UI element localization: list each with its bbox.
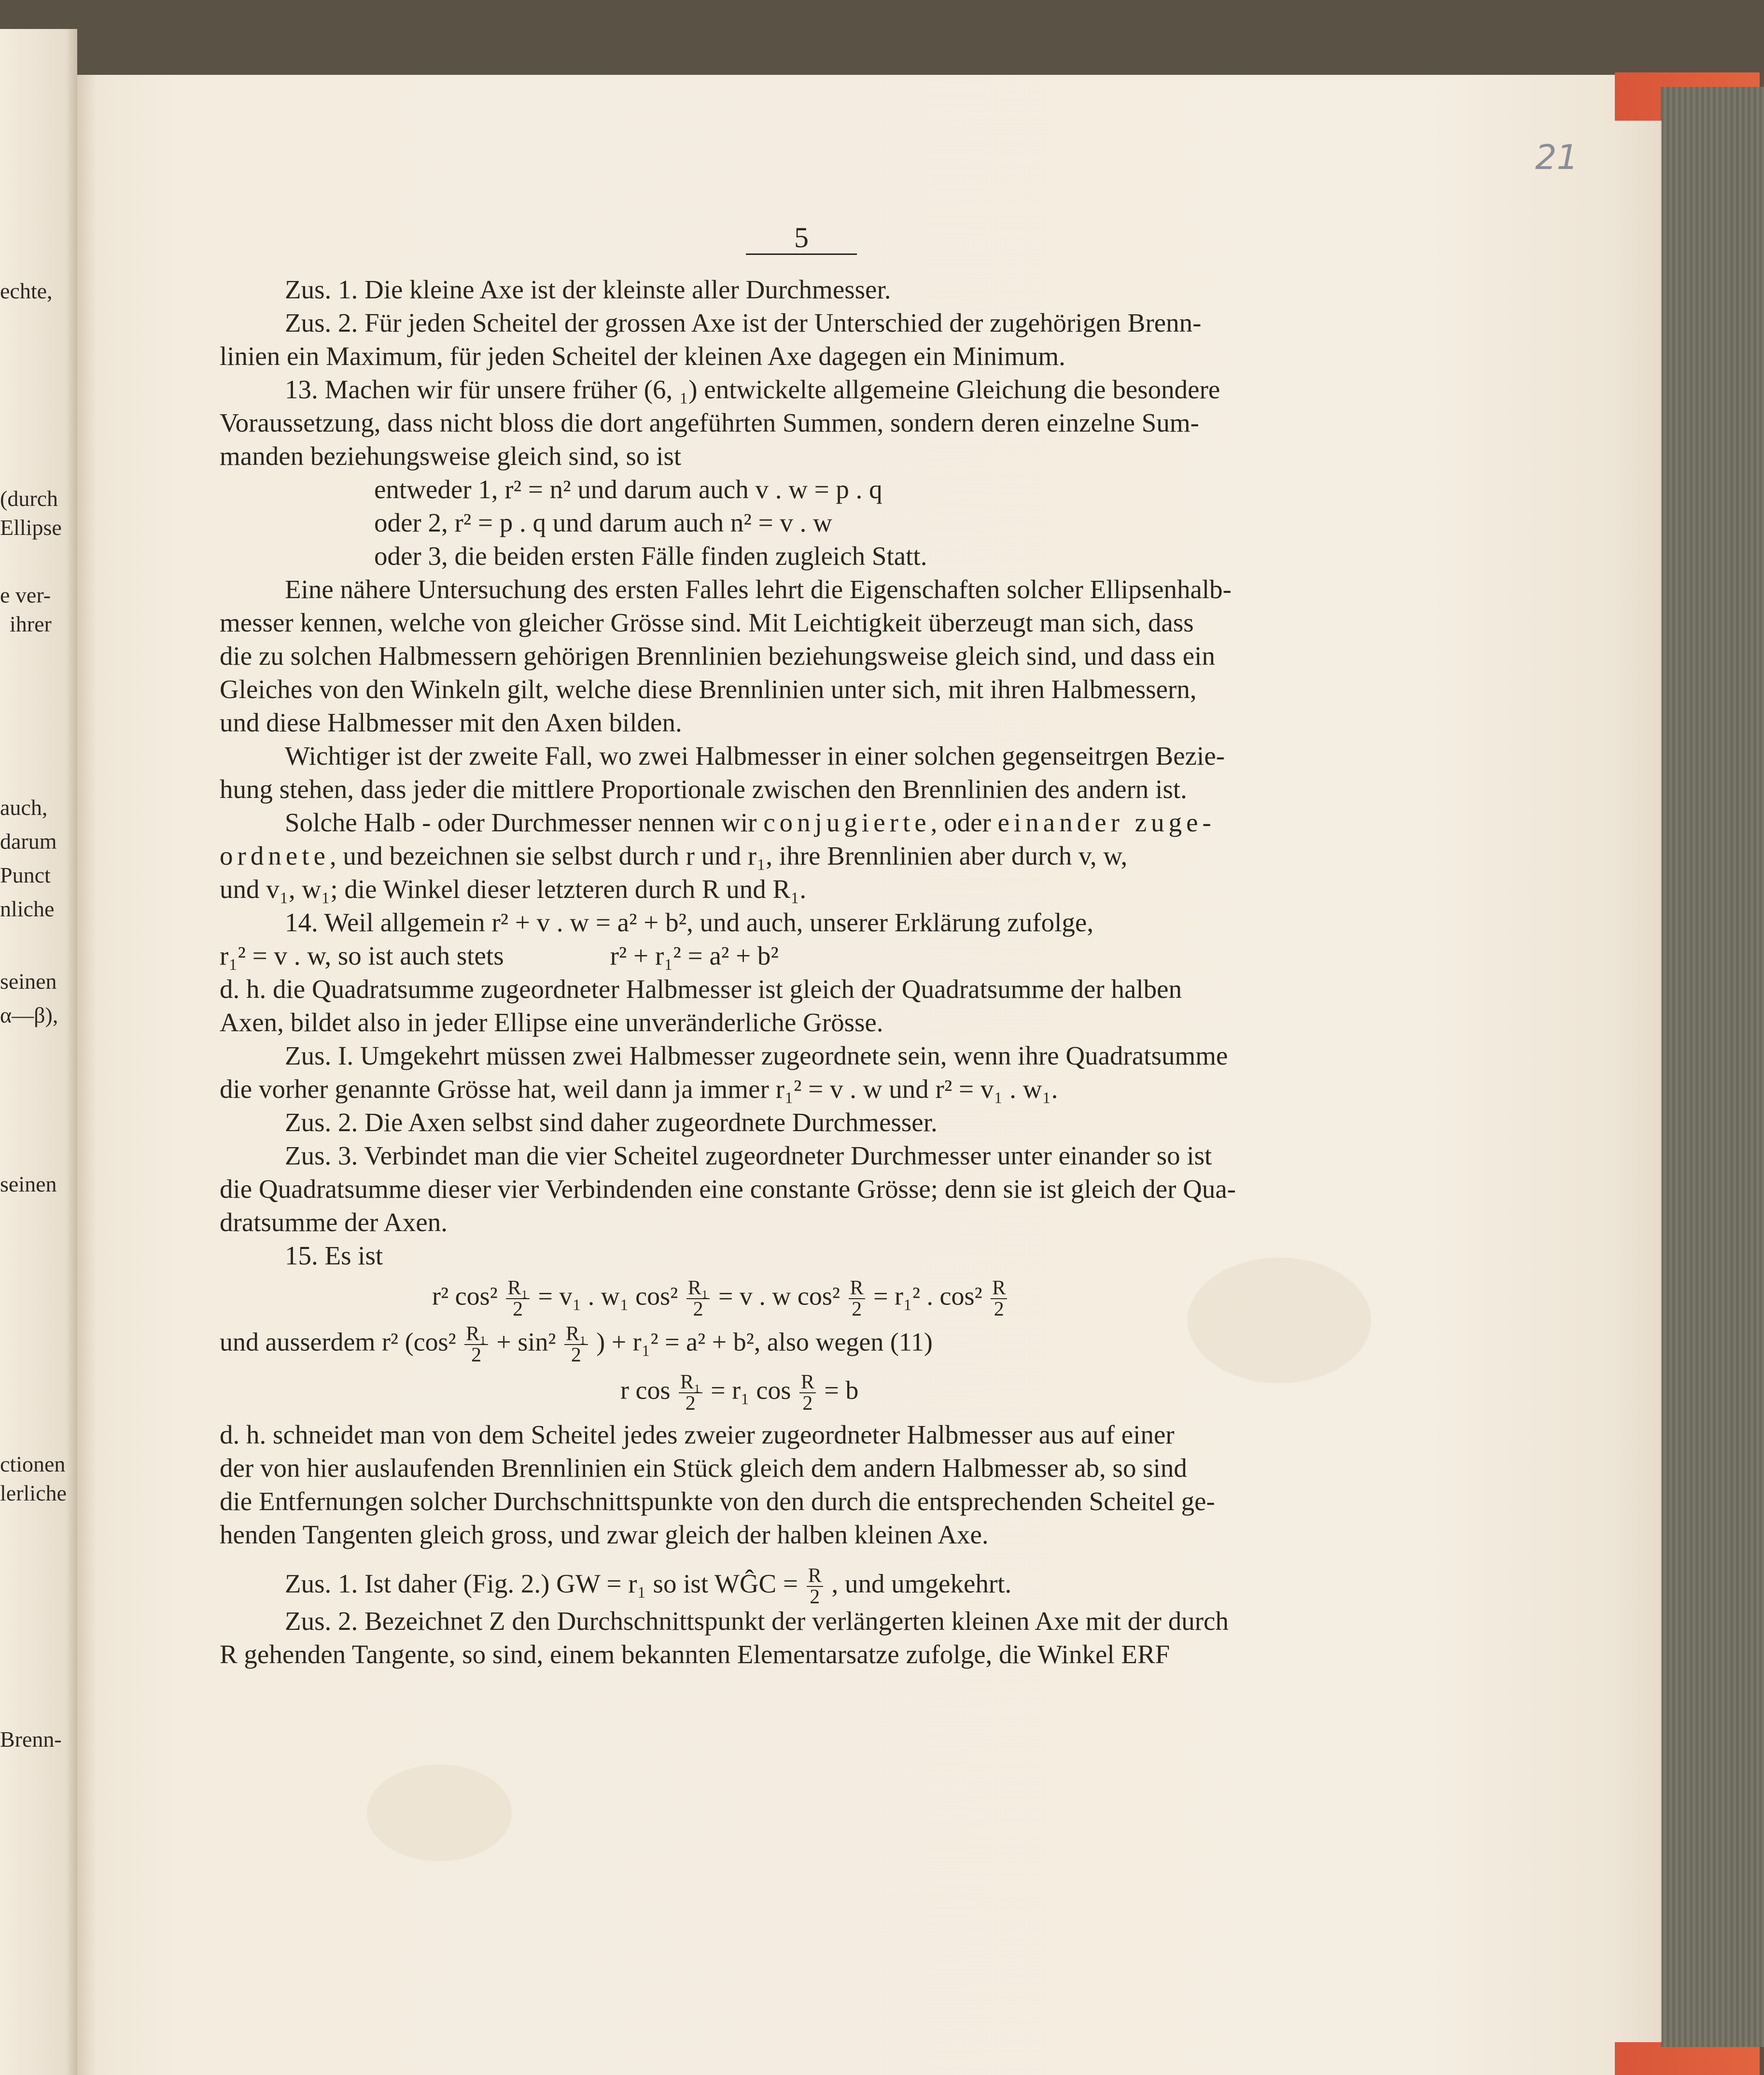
numerator: R [807,1566,823,1587]
text-line: Zus. I. Umgekehrt müssen zwei Halbmesser zugeordnete sein, wenn ihre Quadratsumme [285,1041,1228,1070]
numerator: R₁ [679,1372,702,1393]
text-line: Zus. 1. Die kleine Axe ist der kleinste aller Durchmesser. [285,275,891,304]
case-line: oder 3, die beiden ersten Fälle finden zugleich Statt. [374,541,927,571]
formula-term: = r₁² . cos² [873,1281,982,1311]
margin-fragment: Brenn- [0,1727,62,1752]
margin-fragment: seinen [0,1172,57,1196]
margin-fragment: Ellipse [0,515,62,540]
text-line: Zus. 2. Bezeichnet Z den Durchschnittspunkt der verlängerten kleinen Axe mit der durch [285,1606,1229,1636]
text-line: die Entfernungen solcher Durchschnittspunkte von den durch die entsprechenden Scheitel ge- [220,1486,1215,1516]
fraction [849,1278,865,1319]
book-spine [1661,87,1764,2047]
case-line: entweder 1, r² = n² und darum auch v . w = p . q [374,475,882,504]
text-line: Zus. 3. Verbindet man die vier Scheitel zugeordneter Durchmesser unter einander so ist [285,1141,1212,1170]
page-number: 5 [794,222,809,253]
margin-fragment: nliche [0,897,55,921]
denominator: 2 [802,1392,813,1415]
fraction [506,1278,530,1319]
formula-term: und ausserdem r² (cos² [220,1327,456,1357]
margin-fragment: ihrer [10,612,52,636]
denominator: 2 [685,1392,696,1415]
next-page-edge [1608,121,1662,2042]
margin-fragment: e ver- [0,583,51,607]
text-span: Zus. 1. Ist daher (Fig. 2.) GW = r₁ so ist WĜC = [285,1569,798,1598]
numerator: R [799,1372,816,1393]
text-span: Solche Halb - oder Durchmesser nennen wir [285,808,757,837]
margin-fragment: lerliche [0,1481,67,1505]
denominator: 2 [852,1298,862,1320]
margin-fragment: α—β), [0,1003,58,1027]
numerator: R [991,1278,1007,1299]
text-line: und diese Halbmesser mit den Axen bilden. [220,708,682,737]
text-line: Wichtiger ist der zweite Fall, wo zwei Halbmesser in einer solchen gegenseitrgen Bezie- [285,741,1225,771]
numerator: R₁ [506,1278,530,1299]
denominator: 2 [513,1298,523,1320]
spaced-term: einander zuge- [997,808,1216,837]
formula-term: = r₁ cos [711,1375,791,1405]
fraction [991,1278,1007,1319]
margin-fragment: darum [0,829,57,854]
text-line: manden beziehungsweise gleich sind, so ist [220,441,682,471]
text-line: und v₁, w₁; die Winkel dieser letzteren durch R und R₁. [220,874,807,904]
fraction [686,1278,710,1319]
text-line [220,1565,1378,1608]
numerator: R [849,1278,865,1299]
margin-fragment: ctionen [0,1452,66,1476]
text-span: , oder [930,808,991,837]
margin-fragment: Punct [0,863,51,887]
text-line: hung stehen, dass jeder die mittlere Proportionale zwischen den Brennlinien des andern ist. [220,774,1187,804]
fraction [807,1566,823,1607]
fraction [464,1324,488,1365]
spaced-term: ordnete [220,841,330,870]
formula-term: ) + r₁² = a² + b², also wegen (11) [596,1327,933,1357]
denominator: 2 [571,1344,581,1366]
left-page-edge [0,29,77,2075]
margin-fragment: echte, [0,279,53,303]
fraction [799,1372,816,1414]
text-line: R gehenden Tangente, so sind, einem bekannten Elementarsatze zufolge, die Winkel ERF [220,1640,1170,1669]
numerator: R₁ [564,1324,588,1345]
text-line: Axen, bildet also in jeder Ellipse eine unveränderliche Grösse. [220,1008,883,1037]
denominator: 2 [994,1298,1004,1320]
denominator: 2 [810,1586,820,1608]
text-line: Voraussetzung, dass nicht bloss die dort angeführten Summen, sondern deren einzelne Sum- [220,408,1199,437]
text-line [220,806,1378,839]
page-body [220,273,1378,1671]
fraction [679,1372,702,1414]
text-line: Eine nähere Untersuchung des ersten Falles lehrt die Eigenschaften solcher Ellipsenhalb- [285,575,1232,604]
text-line: r₁² = v . w, so ist auch stets r² + r₁² = a² + b² [220,941,779,970]
text-line: der von hier auslaufenden Brennlinien ein Stück gleich dem andern Halbmesser ab, so sind [220,1453,1187,1483]
denominator: 2 [693,1298,703,1320]
text-span: , und umgekehrt. [831,1569,1012,1598]
paper-stain [367,1765,512,1861]
spaced-term: conjugierte [763,808,931,837]
page-number-rule [746,253,857,255]
formula-cos-product [220,1278,1378,1324]
formula-sum-identity [220,1324,1378,1372]
text-line: dratsumme der Axen. [220,1207,448,1237]
numerator: R₁ [464,1324,488,1345]
numerator: R₁ [686,1278,710,1299]
margin-fragment: auch, [0,795,48,820]
text-line: 15. Es ist [285,1241,383,1270]
formula-term: = b [824,1375,859,1405]
text-line: Gleiches von den Winkeln gilt, welche diese Brennlinien unter sich, mit ihren Halbmessern, [220,674,1197,704]
denominator: 2 [471,1344,482,1366]
text-line: die vorher genannte Grösse hat, weil dann ja immer r₁² = v . w und r² = v₁ . w₁. [220,1074,1058,1104]
margin-fragment: seinen [0,969,57,994]
text-line: 13. Machen wir für unsere früher (6, ₁) entwickelte allgemeine Gleichung die besondere [285,375,1220,404]
text-line: linien ein Maximum, für jeden Scheitel der kleinen Axe dagegen ein Minimum. [220,341,1065,371]
formula-term: r² cos² [432,1281,498,1311]
formula-term: = v₁ . w₁ cos² [538,1281,678,1311]
case-line: oder 2, r² = p . q und darum auch n² = v . w [374,508,832,537]
text-line: d. h. schneidet man von dem Scheitel jedes zweier zugeordneter Halbmesser aus auf einer [220,1420,1175,1449]
text-line: messer kennen, welche von gleicher Grösse sind. Mit Leichtigkeit überzeugt man sich, dass [220,608,1194,637]
text-span: , und bezeichnen sie selbst durch r und r₁, ihre Brennlinien aber durch v, w, [329,841,1128,870]
text-line: 14. Weil allgemein r² + v . w = a² + b², und auch, unserer Erklärung zufolge, [285,908,1094,937]
formula-term: + sin² [496,1327,556,1357]
text-line [220,839,1378,872]
text-line: die Quadratsumme dieser vier Verbindenden eine constante Grösse; denn sie ist gleich der Qua- [220,1174,1236,1204]
text-line: die zu solchen Halbmessern gehörigen Brennlinien beziehungsweise gleich sind, und dass ein [220,641,1215,671]
formula-cos-b [220,1372,1378,1418]
text-line: Zus. 2. Die Axen selbst sind daher zugeordnete Durchmesser. [285,1108,938,1137]
text-line: d. h. die Quadratsumme zugeordneter Halbmesser ist gleich der Quadratsumme der halben [220,974,1182,1004]
formula-term: r cos [620,1375,671,1405]
margin-fragment: (durch [0,486,58,511]
formula-term: = v . w cos² [718,1281,840,1311]
handwritten-folio-number: 21 [1535,138,1579,177]
fraction [564,1324,588,1365]
text-line: Zus. 2. Für jeden Scheitel der grossen Axe ist der Unterschied der zugehörigen Brenn- [285,308,1202,337]
text-line: henden Tangenten gleich gross, und zwar gleich der halben kleinen Axe. [220,1520,989,1549]
